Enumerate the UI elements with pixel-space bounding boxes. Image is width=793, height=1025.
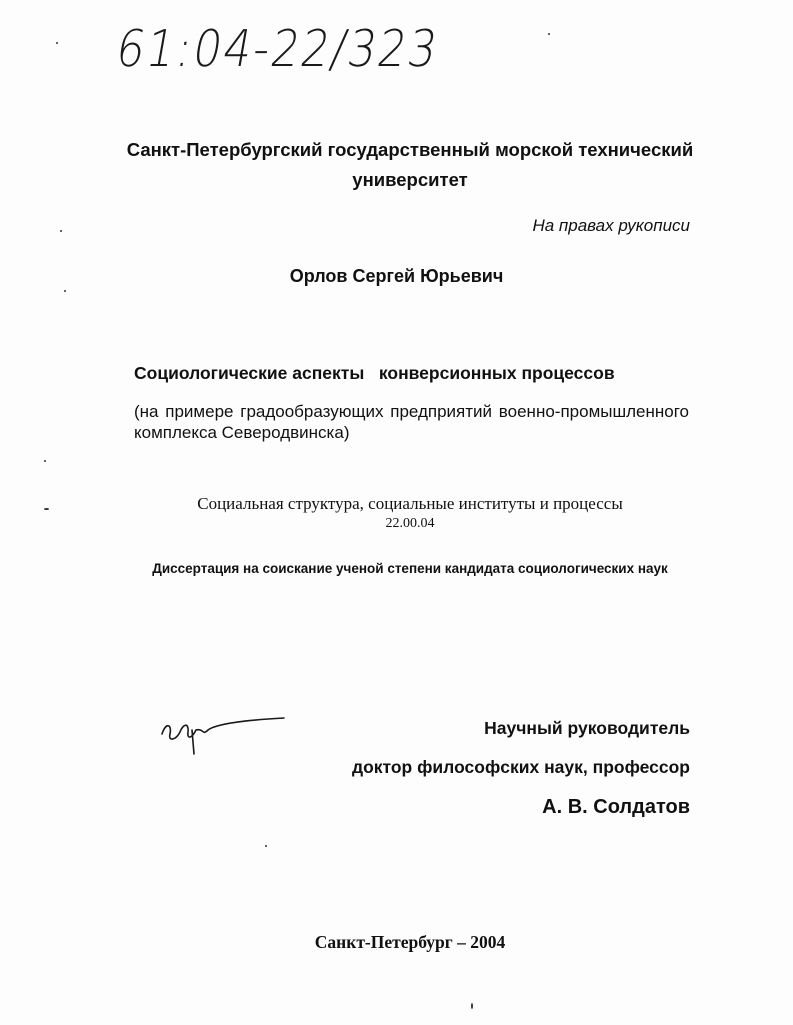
specialty-code: 22.00.04: [385, 516, 435, 531]
scan-speck: [44, 460, 46, 462]
city-year-footer: Санкт-Петербург – 2004: [314, 932, 506, 952]
specialty-name: Социальная структура, социальные институты и процессы: [197, 494, 623, 513]
supervisor-credentials: доктор философских наук, профессор: [351, 757, 690, 777]
supervisor-signature: [156, 708, 291, 758]
supervisor-name: А. В. Солдатов: [542, 796, 690, 818]
scan-speck: [44, 508, 49, 510]
dissertation-title: Социологические аспекты конверсионных процессов: [134, 363, 615, 383]
scan-speck: [265, 845, 267, 847]
degree-statement: Диссертация на соискание ученой степени кандидата социологических наук: [152, 561, 668, 576]
scan-speck: [60, 230, 62, 232]
handwritten-archive-number: 61:04-22/323: [111, 20, 444, 79]
university-name-line1: Санкт-Петербургский государственный морской технический: [126, 139, 694, 160]
university-name-line2: университет: [352, 169, 468, 190]
supervisor-block: [352, 718, 690, 818]
scan-speck: [64, 290, 66, 292]
manuscript-rights-note: На правах рукописи: [532, 216, 690, 235]
scan-speck: [56, 42, 58, 44]
supervisor-role: Научный руководитель: [484, 718, 690, 738]
scan-speck: [548, 33, 550, 35]
scan-speck: [471, 1003, 473, 1009]
dissertation-subtitle: (на примере градообразующих предприятий военно-промышленного комплекса Северодвинска): [134, 402, 689, 442]
university-name: [120, 135, 700, 195]
author-name: Орлов Сергей Юрьевич: [289, 266, 504, 286]
specialty-block: [0, 494, 793, 534]
